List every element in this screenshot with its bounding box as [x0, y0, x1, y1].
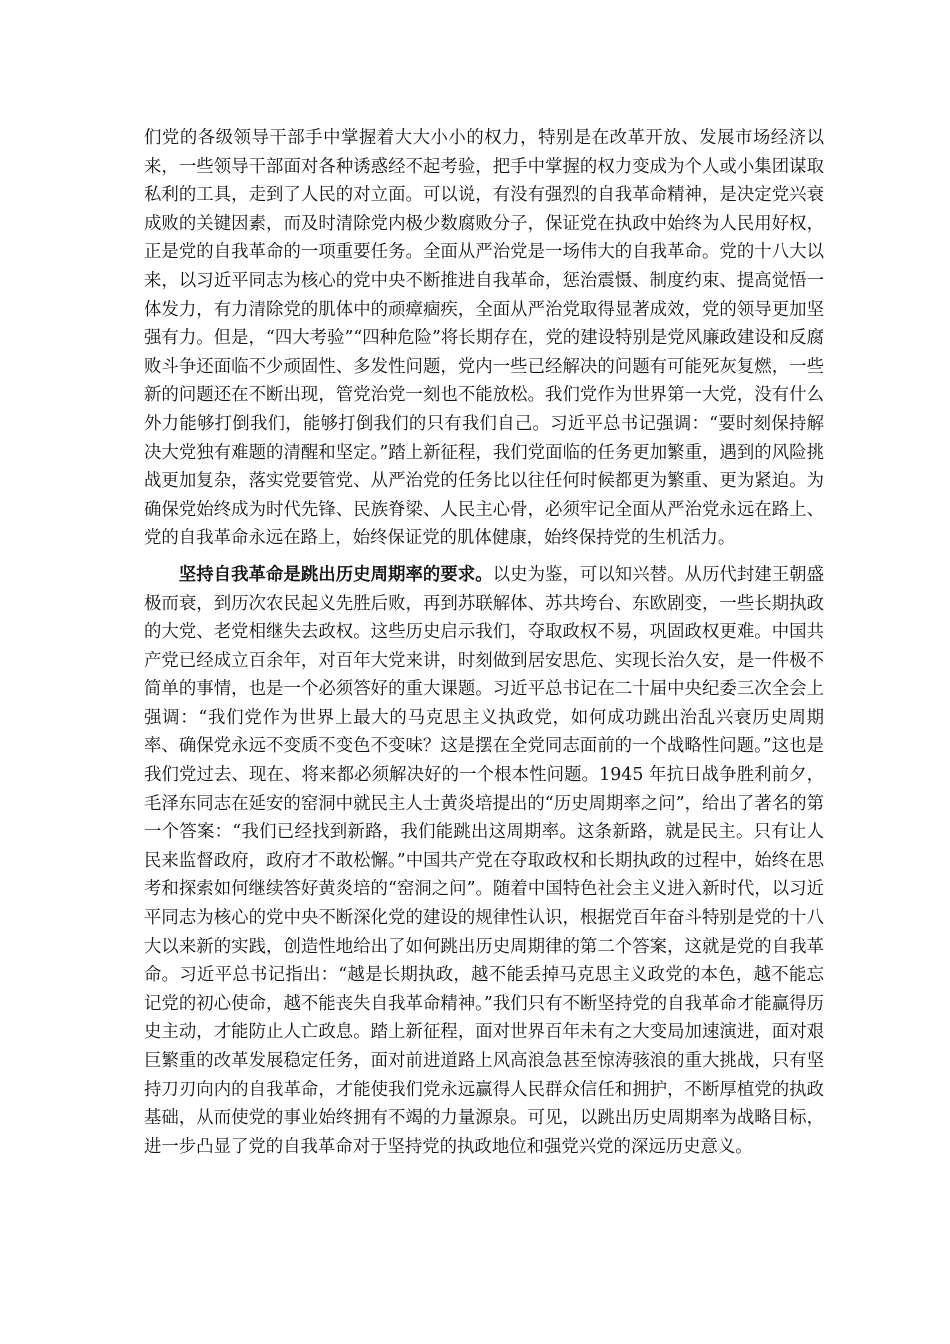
- document-page: [144, 124, 824, 1161]
- paragraph-body: 以史为鉴，可以知兴替。从历代封建王朝盛极而衰，到历次农民起义先胜后败，再到苏联解体、苏共垮台、东欧剧变，一些长期执政的大党、老党相继失去政权。这些历史启示我们，夺取政权不易，巩固政权更难。中国共产党已经成立百余年，对百年大党来讲，时刻做到居安思危、实现长治久安，是一件极不简单的事情，也是一个必须答好的重大课题。习近平总书记在二十届中央纪委三次全会上强调：“我们党作为世界上最大的马克思主义执政党，如何成功跳出治乱兴衰历史周期率、确保党永远不变质不变色不变味？这是摆在全党同志面前的一个战略性问题。”这也是我们党过去、现在、将来都必须解决好的一个根本性问题。1945 年抗日战争胜利前夕，毛泽东同志在延安的窑洞中就民主人士黄炎培提出的“历史周期率之问”，给出了著名的第一个答案：“我们已经找到新路，我们能跳出这周期率。这条新路，就是民主。只有让人民来监督政府，政府才不敢松懈。”中国共产党在夺取政权和长期执政的过程中，始终在思考和探索如何继续答好黄炎培的“窑洞之问”。随着中国特色社会主义进入新时代，以习近平同志为核心的党中央不断深化党的建设的规律性认识，根据党百年奋斗特别是党的十八大以来新的实践，创造性地给出了如何跳出历史周期律的第二个答案，这就是党的自我革命。习近平总书记指出：“越是长期执政，越不能丢掉马克思主义政党的本色，越不能忘记党的初心使命，越不能丧失自我革命精神。”我们只有不断坚持党的自我革命才能赢得历史主动，才能防止人亡政息。踏上新征程，面对世界百年未有之大变局加速演进，面对艰巨繁重的改革发展稳定任务，面对前进道路上风高浪急甚至惊涛骇浪的重大挑战，只有坚持刀刃向内的自我革命，才能使我们党永远赢得人民群众信任和拥护，不断厚植党的执政基础，从而使党的事业始终拥有不竭的力量源泉。可见，以跳出历史周期率为战略目标，进一步凸显了党的自我革命对于坚持党的执政地位和强党兴党的深远历史意义。: [144, 564, 824, 1157]
- paragraph-historical-cycle: [144, 561, 824, 1161]
- paragraph-continued: 们党的各级领导干部手中掌握着大大小小的权力，特别是在改革开放、发展市场经济以来，一些领导干部面对各种诱惑经不起考验，把手中掌握的权力变成为个人或小集团谋取私利的工具，走到了人民的对立面。可以说，有没有强烈的自我革命精神，是决定党兴衰成败的关键因素，而及时清除党内极少数腐败分子，保证党在执政中始终为人民用好权，正是党的自我革命的一项重要任务。全面从严治党是一场伟大的自我革命。党的十八大以来，以习近平同志为核心的党中央不断推进自我革命，惩治震慑、制度约束、提高觉悟一体发力，有力清除党的肌体中的顽瘴痼疾，全面从严治党取得显著成效，党的领导更加坚强有力。但是，“四大考验”“四种危险”将长期存在，党的建设特别是党风廉政建设和反腐败斗争还面临不少顽固性、多发性问题，党内一些已经解决的问题有可能死灰复燃，一些新的问题还在不断出现，管党治党一刻也不能放松。我们党作为世界第一大党，没有什么外力能够打倒我们，能够打倒我们的只有我们自己。习近平总书记强调：“要时刻保持解决大党独有难题的清醒和坚定。”踏上新征程，我们党面临的任务更加繁重，遇到的风险挑战更加复杂，落实党要管党、从严治党的任务比以往任何时候都更为繁重、更为紧迫。为确保党始终成为时代先锋、民族脊梁、人民主心骨，必须牢记全面从严治党永远在路上、党的自我革命永远在路上，始终保证党的肌体健康，始终保持党的生机活力。: [144, 128, 824, 549]
- paragraph-lead-heading: 坚持自我革命是跳出历史周期率的要求。: [178, 564, 493, 585]
